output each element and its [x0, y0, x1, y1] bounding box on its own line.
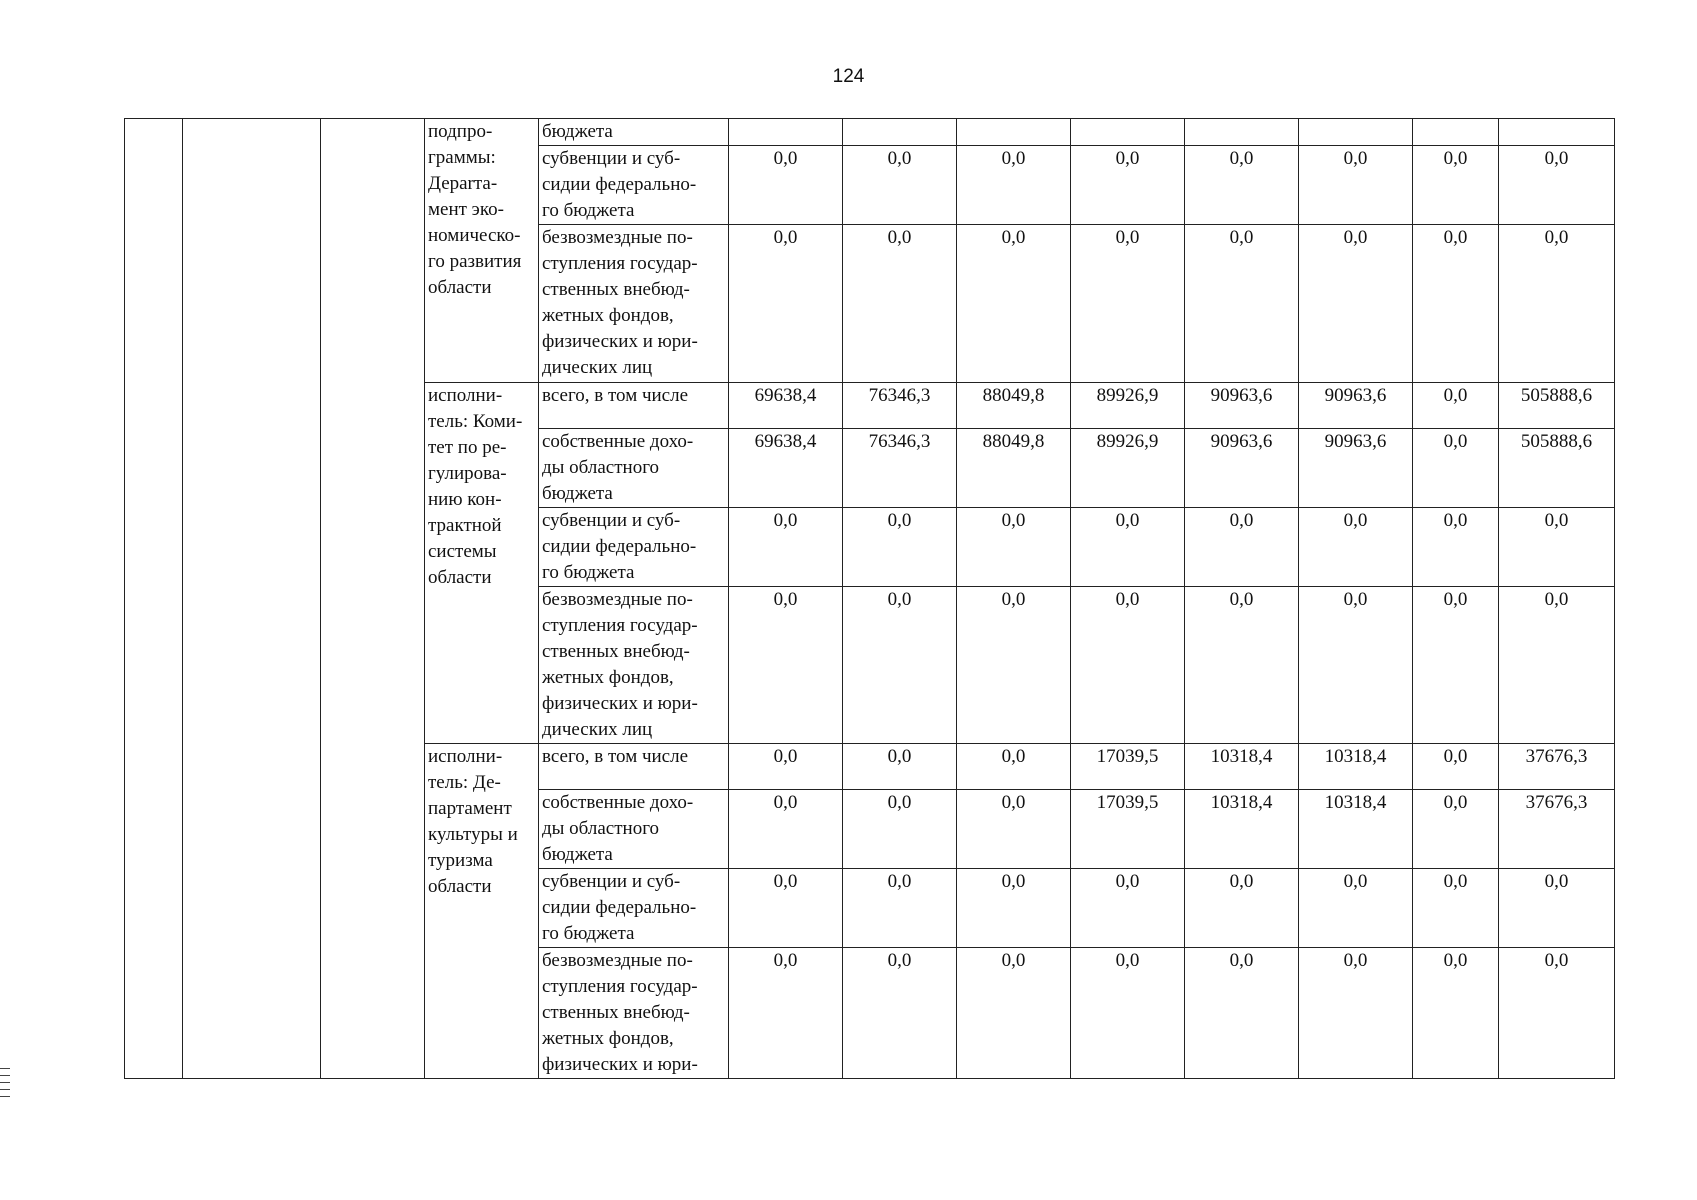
- value-cell: 0,0: [1071, 508, 1185, 587]
- value-cell: [1071, 119, 1185, 146]
- value-cell: [957, 119, 1071, 146]
- value-cell: 0,0: [1499, 225, 1615, 383]
- funding-source-cell: собственные дохо- ды областного бюджета: [539, 429, 729, 508]
- table-row: [125, 119, 1615, 146]
- value-cell: 0,0: [957, 508, 1071, 587]
- value-cell: 0,0: [957, 744, 1071, 790]
- funding-source-cell: бюджета: [539, 119, 729, 146]
- value-cell: 505888,6: [1499, 383, 1615, 429]
- value-cell: 90963,6: [1185, 383, 1299, 429]
- value-cell: 0,0: [1185, 508, 1299, 587]
- value-cell: 10318,4: [1185, 790, 1299, 869]
- value-cell: 0,0: [1185, 587, 1299, 744]
- value-cell: 17039,5: [1071, 790, 1185, 869]
- value-cell: 37676,3: [1499, 744, 1615, 790]
- value-cell: 10318,4: [1185, 744, 1299, 790]
- value-cell: 0,0: [1413, 429, 1499, 508]
- value-cell: 0,0: [843, 587, 957, 744]
- funding-source-cell: всего, в том числе: [539, 744, 729, 790]
- blank-col-code: [321, 119, 425, 1079]
- value-cell: 505888,6: [1499, 429, 1615, 508]
- value-cell: 0,0: [729, 587, 843, 744]
- value-cell: 0,0: [1071, 146, 1185, 225]
- value-cell: 88049,8: [957, 383, 1071, 429]
- value-cell: 0,0: [1185, 146, 1299, 225]
- value-cell: 69638,4: [729, 383, 843, 429]
- value-cell: [1413, 119, 1499, 146]
- value-cell: 0,0: [957, 790, 1071, 869]
- value-cell: 0,0: [1413, 225, 1499, 383]
- value-cell: 0,0: [1499, 869, 1615, 948]
- funding-source-cell: всего, в том числе: [539, 383, 729, 429]
- value-cell: 76346,3: [843, 383, 957, 429]
- value-cell: 0,0: [843, 948, 957, 1079]
- value-cell: 89926,9: [1071, 429, 1185, 508]
- value-cell: 0,0: [843, 146, 957, 225]
- budget-table: [124, 118, 1615, 1079]
- value-cell: 0,0: [843, 508, 957, 587]
- value-cell: 90963,6: [1299, 383, 1413, 429]
- funding-source-cell: субвенции и суб- сидии федерально- го бюджета: [539, 146, 729, 225]
- value-cell: [729, 119, 843, 146]
- value-cell: 0,0: [1299, 948, 1413, 1079]
- value-cell: 0,0: [1413, 790, 1499, 869]
- value-cell: 37676,3: [1499, 790, 1615, 869]
- value-cell: 0,0: [729, 869, 843, 948]
- funding-source-cell: субвенции и суб- сидии федерально- го бюджета: [539, 869, 729, 948]
- value-cell: 0,0: [1499, 587, 1615, 744]
- value-cell: [1499, 119, 1615, 146]
- scan-edge-marks: [0, 1068, 10, 1103]
- funding-source-cell: собственные дохо- ды областного бюджета: [539, 790, 729, 869]
- executor-cell: исполни- тель: Коми- тет по ре- гулирова- нию кон- трактной системы области: [425, 383, 539, 744]
- value-cell: 0,0: [1299, 508, 1413, 587]
- value-cell: 0,0: [843, 869, 957, 948]
- value-cell: 69638,4: [729, 429, 843, 508]
- page-number: 124: [832, 66, 865, 87]
- value-cell: 0,0: [1413, 869, 1499, 948]
- value-cell: 88049,8: [957, 429, 1071, 508]
- blank-col-name: [183, 119, 321, 1079]
- value-cell: 0,0: [843, 790, 957, 869]
- value-cell: 0,0: [729, 146, 843, 225]
- value-cell: 0,0: [1071, 869, 1185, 948]
- value-cell: 0,0: [1413, 146, 1499, 225]
- blank-col-number: [125, 119, 183, 1079]
- value-cell: 0,0: [1413, 948, 1499, 1079]
- value-cell: 0,0: [1071, 587, 1185, 744]
- funding-source-cell: безвозмездные по- ступления государ- ственных внебюд- жетных фондов, физических и юри- дических лиц: [539, 587, 729, 744]
- executor-cell: подпро- граммы: Деparта- мент эко- номическо- го развития области: [425, 119, 539, 383]
- value-cell: 0,0: [1413, 383, 1499, 429]
- value-cell: 76346,3: [843, 429, 957, 508]
- value-cell: 0,0: [1413, 744, 1499, 790]
- value-cell: 89926,9: [1071, 383, 1185, 429]
- value-cell: 0,0: [1299, 225, 1413, 383]
- value-cell: 0,0: [1185, 869, 1299, 948]
- value-cell: 0,0: [1185, 948, 1299, 1079]
- value-cell: 0,0: [729, 225, 843, 383]
- value-cell: 0,0: [729, 744, 843, 790]
- value-cell: 0,0: [957, 948, 1071, 1079]
- funding-source-cell: безвозмездные по- ступления государ- ственных внебюд- жетных фондов, физических и юри-: [539, 948, 729, 1079]
- value-cell: 10318,4: [1299, 744, 1413, 790]
- value-cell: 0,0: [843, 225, 957, 383]
- value-cell: 0,0: [1413, 508, 1499, 587]
- value-cell: 0,0: [1499, 508, 1615, 587]
- executor-cell: исполни- тель: Де- партамент культуры и туризма области: [425, 744, 539, 1079]
- value-cell: 0,0: [1299, 146, 1413, 225]
- value-cell: 0,0: [957, 869, 1071, 948]
- value-cell: 17039,5: [1071, 744, 1185, 790]
- value-cell: 0,0: [1413, 587, 1499, 744]
- value-cell: 0,0: [729, 508, 843, 587]
- value-cell: 0,0: [1071, 225, 1185, 383]
- value-cell: 0,0: [1299, 869, 1413, 948]
- value-cell: 0,0: [1499, 146, 1615, 225]
- value-cell: 90963,6: [1185, 429, 1299, 508]
- value-cell: [1185, 119, 1299, 146]
- value-cell: 0,0: [1071, 948, 1185, 1079]
- value-cell: 0,0: [957, 225, 1071, 383]
- value-cell: 0,0: [729, 790, 843, 869]
- value-cell: 0,0: [843, 744, 957, 790]
- value-cell: 0,0: [957, 587, 1071, 744]
- value-cell: [1299, 119, 1413, 146]
- value-cell: 0,0: [1299, 587, 1413, 744]
- funding-source-cell: субвенции и суб- сидии федерально- го бюджета: [539, 508, 729, 587]
- value-cell: 0,0: [957, 146, 1071, 225]
- value-cell: 0,0: [729, 948, 843, 1079]
- value-cell: 90963,6: [1299, 429, 1413, 508]
- value-cell: [843, 119, 957, 146]
- value-cell: 10318,4: [1299, 790, 1413, 869]
- value-cell: 0,0: [1499, 948, 1615, 1079]
- funding-source-cell: безвозмездные по- ступления государ- ственных внебюд- жетных фондов, физических и юри- дических лиц: [539, 225, 729, 383]
- value-cell: 0,0: [1185, 225, 1299, 383]
